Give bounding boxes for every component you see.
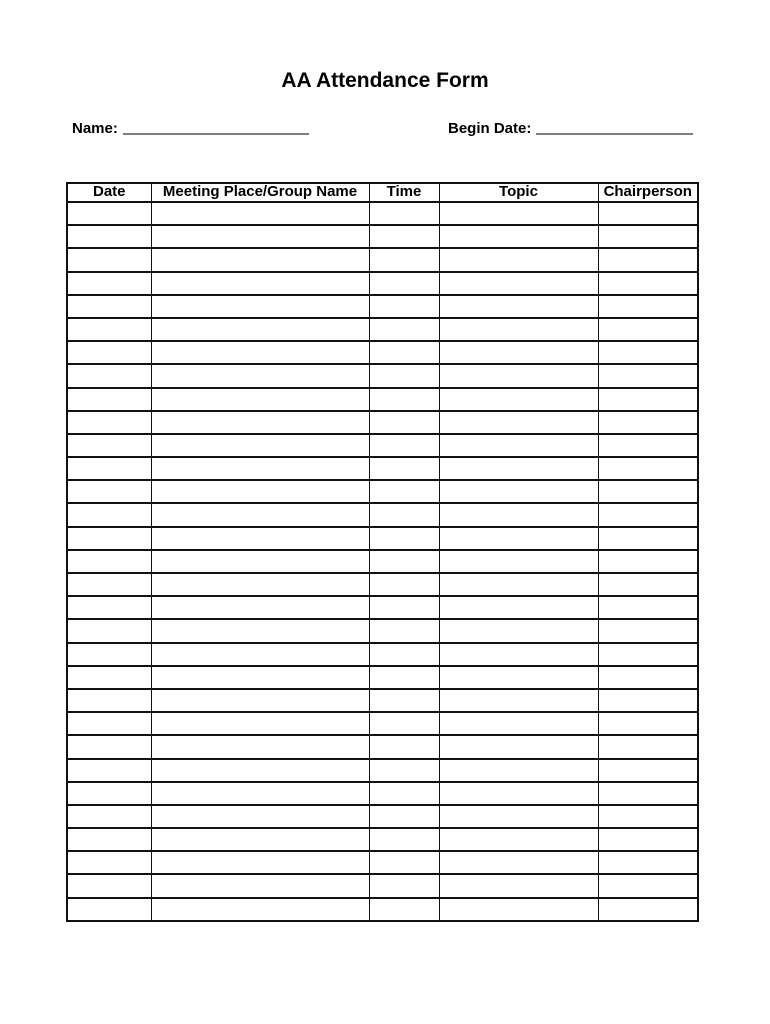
table-cell[interactable] (598, 527, 698, 550)
table-body (67, 202, 698, 921)
table-cell[interactable] (369, 480, 439, 503)
table-row (67, 480, 698, 503)
table-cell[interactable] (598, 805, 698, 828)
table-cell[interactable] (151, 643, 369, 666)
table-row (67, 596, 698, 619)
table-cell[interactable] (439, 364, 598, 387)
table-cell[interactable] (67, 248, 151, 271)
table-cell[interactable] (67, 202, 151, 225)
table-cell[interactable] (598, 295, 698, 318)
table-cell[interactable] (151, 735, 369, 758)
table-cell[interactable] (439, 434, 598, 457)
table-row (67, 619, 698, 642)
table-row (67, 295, 698, 318)
table-row (67, 643, 698, 666)
table-cell[interactable] (598, 364, 698, 387)
table-cell[interactable] (598, 643, 698, 666)
table-cell[interactable] (598, 248, 698, 271)
table-cell[interactable] (369, 874, 439, 897)
table-cell[interactable] (67, 527, 151, 550)
table-cell[interactable] (67, 712, 151, 735)
table-cell[interactable] (151, 527, 369, 550)
form-fields-row (0, 118, 770, 142)
table-cell[interactable] (598, 457, 698, 480)
table-cell[interactable] (369, 619, 439, 642)
table-cell[interactable] (369, 898, 439, 921)
table-cell[interactable] (67, 457, 151, 480)
table-cell[interactable] (369, 503, 439, 526)
table-cell[interactable] (598, 318, 698, 341)
table-row (67, 851, 698, 874)
column-header-date: Date (67, 183, 151, 202)
table-cell[interactable] (67, 295, 151, 318)
table-row (67, 573, 698, 596)
table-header (67, 183, 698, 202)
table-cell[interactable] (439, 689, 598, 712)
table-cell[interactable] (67, 874, 151, 897)
table-cell[interactable] (151, 225, 369, 248)
table-cell[interactable] (439, 666, 598, 689)
table-cell[interactable] (598, 341, 698, 364)
table-cell[interactable] (151, 457, 369, 480)
table-cell[interactable] (439, 480, 598, 503)
table-cell[interactable] (439, 874, 598, 897)
table-cell[interactable] (151, 318, 369, 341)
table-cell[interactable] (439, 828, 598, 851)
table-cell[interactable] (598, 202, 698, 225)
table-cell[interactable] (151, 666, 369, 689)
name-input-line[interactable] (123, 120, 309, 135)
table-cell[interactable] (439, 202, 598, 225)
table-cell[interactable] (369, 851, 439, 874)
table-cell[interactable] (369, 596, 439, 619)
table-row (67, 759, 698, 782)
table-cell[interactable] (151, 573, 369, 596)
table-cell[interactable] (598, 388, 698, 411)
table-cell[interactable] (151, 295, 369, 318)
table-cell[interactable] (67, 341, 151, 364)
table-cell[interactable] (369, 341, 439, 364)
table-cell[interactable] (439, 550, 598, 573)
table-cell[interactable] (439, 851, 598, 874)
table-cell[interactable] (598, 619, 698, 642)
table-cell[interactable] (598, 272, 698, 295)
table-row (67, 411, 698, 434)
column-header-chairperson: Chairperson (598, 183, 698, 202)
table-cell[interactable] (598, 573, 698, 596)
table-cell[interactable] (439, 411, 598, 434)
table-cell[interactable] (439, 318, 598, 341)
page-title: AA Attendance Form (281, 69, 489, 92)
table-row (67, 527, 698, 550)
table-row (67, 318, 698, 341)
table-cell[interactable] (151, 898, 369, 921)
table-cell[interactable] (598, 225, 698, 248)
table-row (67, 388, 698, 411)
table-cell[interactable] (439, 898, 598, 921)
table-row (67, 364, 698, 387)
table-cell[interactable] (151, 712, 369, 735)
table-cell[interactable] (67, 735, 151, 758)
table-cell[interactable] (598, 596, 698, 619)
attendance-table (66, 182, 699, 922)
column-header-meeting-place-group-name: Meeting Place/Group Name (151, 183, 369, 202)
table-row (67, 828, 698, 851)
table-cell[interactable] (151, 596, 369, 619)
table-cell[interactable] (439, 248, 598, 271)
table-cell[interactable] (151, 388, 369, 411)
table-cell[interactable] (598, 828, 698, 851)
table-row (67, 712, 698, 735)
table-cell[interactable] (598, 480, 698, 503)
table-cell[interactable] (67, 480, 151, 503)
table-cell[interactable] (151, 341, 369, 364)
table-cell[interactable] (151, 411, 369, 434)
table-cell[interactable] (151, 874, 369, 897)
table-cell[interactable] (439, 388, 598, 411)
table-cell[interactable] (439, 782, 598, 805)
table-cell[interactable] (67, 364, 151, 387)
table-cell[interactable] (151, 248, 369, 271)
table-cell[interactable] (369, 666, 439, 689)
table-cell[interactable] (151, 272, 369, 295)
table-row (67, 434, 698, 457)
column-header-topic: Topic (439, 183, 598, 202)
table-cell[interactable] (598, 898, 698, 921)
table-row (67, 735, 698, 758)
table-cell[interactable] (369, 573, 439, 596)
name-label: Name: (72, 120, 118, 137)
column-header-time: Time (369, 183, 439, 202)
table-cell[interactable] (67, 689, 151, 712)
table-cell[interactable] (67, 898, 151, 921)
table-cell[interactable] (67, 434, 151, 457)
table-cell[interactable] (439, 341, 598, 364)
table-cell[interactable] (598, 411, 698, 434)
table-cell[interactable] (369, 735, 439, 758)
table-cell[interactable] (369, 364, 439, 387)
begin-date-input-line[interactable] (536, 120, 693, 135)
table-cell[interactable] (151, 759, 369, 782)
table-cell[interactable] (598, 735, 698, 758)
table-cell[interactable] (67, 619, 151, 642)
table-row (67, 689, 698, 712)
table-row (67, 898, 698, 921)
table-cell[interactable] (67, 759, 151, 782)
table-row (67, 202, 698, 225)
table-row (67, 341, 698, 364)
table-cell[interactable] (151, 434, 369, 457)
table-row (67, 874, 698, 897)
table-cell[interactable] (67, 782, 151, 805)
table-cell[interactable] (67, 851, 151, 874)
table-row (67, 248, 698, 271)
table-cell[interactable] (369, 202, 439, 225)
table-cell[interactable] (439, 295, 598, 318)
table-cell[interactable] (67, 666, 151, 689)
table-cell[interactable] (369, 712, 439, 735)
table-cell[interactable] (439, 596, 598, 619)
table-cell[interactable] (67, 596, 151, 619)
table-cell[interactable] (598, 782, 698, 805)
table-cell[interactable] (67, 550, 151, 573)
table-cell[interactable] (67, 503, 151, 526)
table-cell[interactable] (439, 643, 598, 666)
table-cell[interactable] (67, 272, 151, 295)
table-cell[interactable] (369, 457, 439, 480)
table-cell[interactable] (151, 828, 369, 851)
table-cell[interactable] (598, 550, 698, 573)
table-cell[interactable] (369, 272, 439, 295)
table-cell[interactable] (439, 527, 598, 550)
table-cell[interactable] (151, 619, 369, 642)
table-cell[interactable] (151, 550, 369, 573)
table-cell[interactable] (151, 851, 369, 874)
table-cell[interactable] (67, 573, 151, 596)
table-cell[interactable] (439, 759, 598, 782)
table-row (67, 457, 698, 480)
table-cell[interactable] (598, 712, 698, 735)
begin-date-field-group (448, 118, 693, 137)
table-cell[interactable] (67, 805, 151, 828)
table-row (67, 666, 698, 689)
table-cell[interactable] (439, 712, 598, 735)
table-cell[interactable] (151, 480, 369, 503)
table-cell[interactable] (151, 364, 369, 387)
table-cell[interactable] (439, 805, 598, 828)
table-cell[interactable] (369, 689, 439, 712)
table-cell[interactable] (598, 434, 698, 457)
table-cell[interactable] (369, 411, 439, 434)
table-cell[interactable] (598, 666, 698, 689)
table-cell[interactable] (67, 225, 151, 248)
table-row (67, 805, 698, 828)
table-cell[interactable] (369, 225, 439, 248)
table-cell[interactable] (598, 874, 698, 897)
table-cell[interactable] (369, 248, 439, 271)
table-cell[interactable] (439, 503, 598, 526)
table-header-row (67, 183, 698, 202)
table-cell[interactable] (369, 805, 439, 828)
table-cell[interactable] (67, 643, 151, 666)
table-cell[interactable] (598, 759, 698, 782)
begin-date-label: Begin Date: (448, 120, 532, 137)
table-cell[interactable] (439, 457, 598, 480)
table-cell[interactable] (369, 759, 439, 782)
table-cell[interactable] (369, 550, 439, 573)
table-cell[interactable] (598, 851, 698, 874)
table-cell[interactable] (439, 619, 598, 642)
table-row (67, 550, 698, 573)
table-cell[interactable] (369, 782, 439, 805)
table-cell[interactable] (151, 782, 369, 805)
table-cell[interactable] (598, 503, 698, 526)
table-cell[interactable] (369, 434, 439, 457)
table-cell[interactable] (439, 225, 598, 248)
table-cell[interactable] (151, 689, 369, 712)
table-cell[interactable] (67, 828, 151, 851)
table-cell[interactable] (369, 318, 439, 341)
table-cell[interactable] (67, 318, 151, 341)
table-cell[interactable] (369, 295, 439, 318)
name-field-group (72, 118, 309, 137)
table-cell[interactable] (439, 735, 598, 758)
table-cell[interactable] (151, 805, 369, 828)
table-cell[interactable] (369, 828, 439, 851)
table-cell[interactable] (369, 388, 439, 411)
table-cell[interactable] (369, 643, 439, 666)
table-cell[interactable] (439, 272, 598, 295)
table-row (67, 225, 698, 248)
table-cell[interactable] (369, 527, 439, 550)
table-row (67, 782, 698, 805)
table-cell[interactable] (439, 573, 598, 596)
table-row (67, 503, 698, 526)
table-cell[interactable] (151, 202, 369, 225)
table-row (67, 272, 698, 295)
table-cell[interactable] (67, 411, 151, 434)
table-cell[interactable] (598, 689, 698, 712)
table-cell[interactable] (67, 388, 151, 411)
table-cell[interactable] (151, 503, 369, 526)
